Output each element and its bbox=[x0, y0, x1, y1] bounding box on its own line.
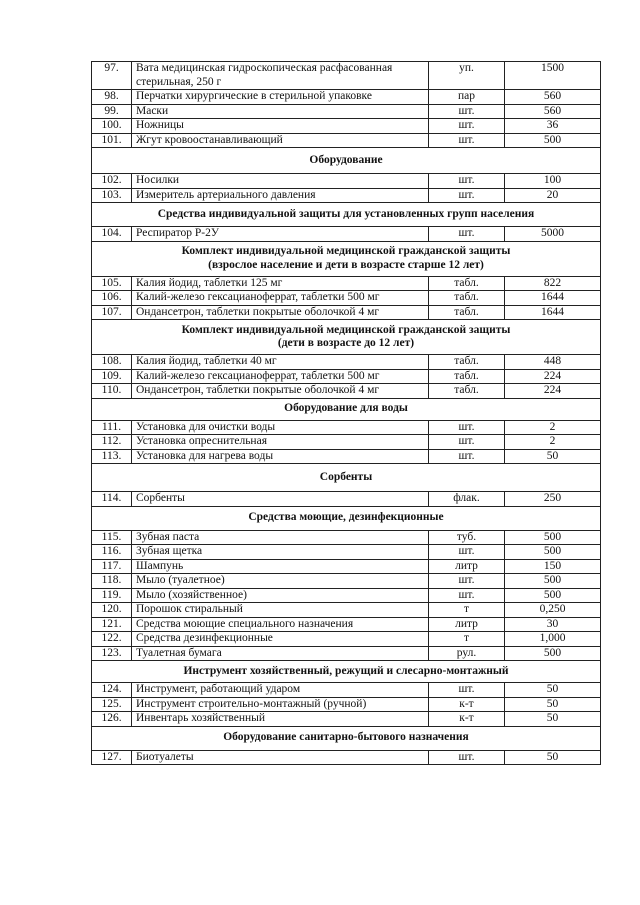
row-number: 119. bbox=[92, 588, 132, 603]
item-name: Установка для нагрева воды bbox=[132, 449, 429, 464]
row-number: 116. bbox=[92, 545, 132, 560]
row-number: 126. bbox=[92, 712, 132, 727]
item-quantity: 50 bbox=[505, 683, 601, 698]
table-row bbox=[92, 632, 601, 647]
row-number: 97. bbox=[92, 62, 132, 90]
section-header-row bbox=[92, 320, 601, 355]
section-title-cell bbox=[92, 241, 601, 276]
item-unit: табл. bbox=[429, 305, 505, 320]
item-quantity: 2 bbox=[505, 420, 601, 435]
item-quantity: 0,250 bbox=[505, 603, 601, 618]
table-row bbox=[92, 133, 601, 148]
item-quantity: 150 bbox=[505, 559, 601, 574]
item-unit: туб. bbox=[429, 530, 505, 545]
item-name: Зубная паста bbox=[132, 530, 429, 545]
item-quantity: 448 bbox=[505, 355, 601, 370]
item-name: Измеритель артериального давления bbox=[132, 188, 429, 203]
item-name: Ондансетрон, таблетки покрытые оболочкой 4 мг bbox=[132, 305, 429, 320]
item-name: Маски bbox=[132, 104, 429, 119]
table-row bbox=[92, 646, 601, 661]
table-row bbox=[92, 119, 601, 134]
item-quantity: 500 bbox=[505, 588, 601, 603]
item-name: Инвентарь хозяйственный bbox=[132, 712, 429, 727]
row-number: 98. bbox=[92, 90, 132, 105]
item-name: Носилки bbox=[132, 174, 429, 189]
row-number: 103. bbox=[92, 188, 132, 203]
item-unit: уп. bbox=[429, 62, 505, 90]
item-unit: литр bbox=[429, 559, 505, 574]
table-row bbox=[92, 291, 601, 306]
section-title-cell bbox=[92, 506, 601, 530]
section-title-cell bbox=[92, 203, 601, 227]
section-title: Комплект индивидуальной медицинской гражданской защиты bbox=[181, 323, 511, 336]
item-quantity: 250 bbox=[505, 492, 601, 507]
item-name: Установка для очистки воды bbox=[132, 420, 429, 435]
item-quantity: 500 bbox=[505, 133, 601, 148]
item-unit: шт. bbox=[429, 574, 505, 589]
table-row bbox=[92, 104, 601, 119]
item-quantity: 500 bbox=[505, 574, 601, 589]
section-header-row bbox=[92, 506, 601, 530]
table-row bbox=[92, 750, 601, 765]
table-row bbox=[92, 355, 601, 370]
item-unit: шт. bbox=[429, 188, 505, 203]
item-quantity: 36 bbox=[505, 119, 601, 134]
item-name: Калия йодид, таблетки 125 мг bbox=[132, 276, 429, 291]
item-name: Шампунь bbox=[132, 559, 429, 574]
row-number: 112. bbox=[92, 435, 132, 450]
section-title: Комплект индивидуальной медицинской гражданской защиты bbox=[181, 245, 511, 257]
item-unit: флак. bbox=[429, 492, 505, 507]
table-row bbox=[92, 227, 601, 242]
section-subtitle: (дети в возрасте до 12 лет) bbox=[277, 337, 415, 349]
table-row bbox=[92, 530, 601, 545]
row-number: 99. bbox=[92, 104, 132, 119]
item-unit: шт. bbox=[429, 227, 505, 242]
item-unit: к-т bbox=[429, 712, 505, 727]
item-quantity: 500 bbox=[505, 545, 601, 560]
item-quantity: 100 bbox=[505, 174, 601, 189]
item-quantity: 1500 bbox=[505, 62, 601, 90]
item-name: Калия йодид, таблетки 40 мг bbox=[132, 355, 429, 370]
row-number: 101. bbox=[92, 133, 132, 148]
table-row bbox=[92, 603, 601, 618]
item-unit: шт. bbox=[429, 449, 505, 464]
item-unit: табл. bbox=[429, 291, 505, 306]
table-row bbox=[92, 420, 601, 435]
item-quantity: 20 bbox=[505, 188, 601, 203]
section-title: Оборудование для воды bbox=[284, 402, 408, 415]
section-header-row bbox=[92, 661, 601, 683]
section-title: Оборудование bbox=[309, 153, 383, 166]
item-unit: рул. bbox=[429, 646, 505, 661]
item-quantity: 30 bbox=[505, 617, 601, 632]
item-name: Жгут кровоостанавливающий bbox=[132, 133, 429, 148]
section-header-row bbox=[92, 726, 601, 750]
section-subtitle: (взрослое население и дети в возрасте старше 12 лет) bbox=[208, 258, 484, 271]
table-row bbox=[92, 545, 601, 560]
row-number: 106. bbox=[92, 291, 132, 306]
table-row bbox=[92, 712, 601, 727]
item-name: Средства дезинфекционные bbox=[132, 632, 429, 647]
row-number: 100. bbox=[92, 119, 132, 134]
item-quantity: 500 bbox=[505, 646, 601, 661]
table-row bbox=[92, 276, 601, 291]
supplies-table bbox=[91, 61, 601, 765]
item-quantity: 224 bbox=[505, 369, 601, 384]
item-unit: шт. bbox=[429, 420, 505, 435]
item-name: Мыло (хозяйственное) bbox=[132, 588, 429, 603]
item-name: Инструмент, работающий ударом bbox=[132, 683, 429, 698]
table-row bbox=[92, 559, 601, 574]
row-number: 120. bbox=[92, 603, 132, 618]
item-unit: табл. bbox=[429, 355, 505, 370]
row-number: 102. bbox=[92, 174, 132, 189]
section-title-cell bbox=[92, 320, 601, 355]
table-row bbox=[92, 188, 601, 203]
item-quantity: 822 bbox=[505, 276, 601, 291]
table-row bbox=[92, 305, 601, 320]
item-name: Порошок стиральный bbox=[132, 603, 429, 618]
section-title-cell bbox=[92, 726, 601, 750]
item-name: Мыло (туалетное) bbox=[132, 574, 429, 589]
row-number: 123. bbox=[92, 646, 132, 661]
item-quantity: 50 bbox=[505, 712, 601, 727]
section-header-row bbox=[92, 148, 601, 174]
item-name: Ножницы bbox=[132, 119, 429, 134]
item-quantity: 560 bbox=[505, 90, 601, 105]
table-row bbox=[92, 90, 601, 105]
section-title-cell bbox=[92, 398, 601, 420]
row-number: 125. bbox=[92, 697, 132, 712]
item-name: Перчатки хирургические в стерильной упаковке bbox=[132, 90, 429, 105]
item-name: Респиратор Р-2У bbox=[132, 227, 429, 242]
item-unit: табл. bbox=[429, 369, 505, 384]
table-row bbox=[92, 449, 601, 464]
item-name: Зубная щетка bbox=[132, 545, 429, 560]
row-number: 115. bbox=[92, 530, 132, 545]
table-row bbox=[92, 617, 601, 632]
item-name: Установка опреснительная bbox=[132, 435, 429, 450]
row-number: 111. bbox=[92, 420, 132, 435]
supplies-table-body bbox=[92, 62, 601, 765]
table-row bbox=[92, 174, 601, 189]
section-header-row bbox=[92, 203, 601, 227]
item-name: Средства моющие специального назначения bbox=[132, 617, 429, 632]
section-title: Оборудование санитарно-бытового назначения bbox=[223, 731, 469, 744]
item-unit: шт. bbox=[429, 588, 505, 603]
section-header-row bbox=[92, 398, 601, 420]
row-number: 108. bbox=[92, 355, 132, 370]
item-name: Ондансетрон, таблетки покрытые оболочкой 4 мг bbox=[132, 384, 429, 399]
row-number: 114. bbox=[92, 492, 132, 507]
table-row bbox=[92, 588, 601, 603]
item-quantity: 1644 bbox=[505, 291, 601, 306]
section-title: Средства индивидуальной защиты для установленных групп населения bbox=[157, 207, 535, 220]
item-name: Биотуалеты bbox=[132, 750, 429, 765]
table-row bbox=[92, 574, 601, 589]
section-header-row bbox=[92, 241, 601, 276]
item-quantity: 1644 bbox=[505, 305, 601, 320]
row-number: 107. bbox=[92, 305, 132, 320]
section-title-cell bbox=[92, 661, 601, 683]
section-title-cell bbox=[92, 464, 601, 492]
item-unit: шт. bbox=[429, 174, 505, 189]
row-number: 105. bbox=[92, 276, 132, 291]
section-title-cell bbox=[92, 148, 601, 174]
item-unit: т bbox=[429, 632, 505, 647]
item-name: Инструмент строительно-монтажный (ручной) bbox=[132, 697, 429, 712]
table-row bbox=[92, 62, 601, 90]
item-quantity: 1,000 bbox=[505, 632, 601, 647]
item-unit: табл. bbox=[429, 276, 505, 291]
item-unit: шт. bbox=[429, 750, 505, 765]
item-quantity: 50 bbox=[505, 750, 601, 765]
item-quantity: 5000 bbox=[505, 227, 601, 242]
section-title: Инструмент хозяйственный, режущий и слесарно-монтажный bbox=[183, 664, 509, 677]
item-unit: т bbox=[429, 603, 505, 618]
item-unit: пар bbox=[429, 90, 505, 105]
item-unit: табл. bbox=[429, 384, 505, 399]
item-unit: шт. bbox=[429, 545, 505, 560]
item-name: Калий-железо гексацианоферрат, таблетки 500 мг bbox=[132, 291, 429, 306]
item-name: Сорбенты bbox=[132, 492, 429, 507]
row-number: 104. bbox=[92, 227, 132, 242]
table-row bbox=[92, 492, 601, 507]
row-number: 117. bbox=[92, 559, 132, 574]
table-row bbox=[92, 435, 601, 450]
section-header-row bbox=[92, 464, 601, 492]
row-number: 127. bbox=[92, 750, 132, 765]
item-quantity: 50 bbox=[505, 449, 601, 464]
item-unit: шт. bbox=[429, 435, 505, 450]
item-quantity: 560 bbox=[505, 104, 601, 119]
section-title: Сорбенты bbox=[319, 470, 373, 483]
table-row bbox=[92, 683, 601, 698]
item-quantity: 224 bbox=[505, 384, 601, 399]
item-name: Туалетная бумага bbox=[132, 646, 429, 661]
item-unit: шт. bbox=[429, 119, 505, 134]
item-quantity: 500 bbox=[505, 530, 601, 545]
section-title: Средства моющие, дезинфекционные bbox=[248, 511, 444, 524]
table-row bbox=[92, 384, 601, 399]
item-unit: шт. bbox=[429, 683, 505, 698]
row-number: 113. bbox=[92, 449, 132, 464]
table-row bbox=[92, 369, 601, 384]
item-name: Калий-железо гексацианоферрат, таблетки 500 мг bbox=[132, 369, 429, 384]
item-quantity: 50 bbox=[505, 697, 601, 712]
item-unit: литр bbox=[429, 617, 505, 632]
item-unit: шт. bbox=[429, 133, 505, 148]
row-number: 109. bbox=[92, 369, 132, 384]
row-number: 110. bbox=[92, 384, 132, 399]
item-name: Вата медицинская гидроскопическая расфасованная стерильная, 250 г bbox=[132, 62, 429, 90]
row-number: 118. bbox=[92, 574, 132, 589]
row-number: 122. bbox=[92, 632, 132, 647]
table-row bbox=[92, 697, 601, 712]
item-unit: шт. bbox=[429, 104, 505, 119]
item-quantity: 2 bbox=[505, 435, 601, 450]
item-unit: к-т bbox=[429, 697, 505, 712]
row-number: 124. bbox=[92, 683, 132, 698]
row-number: 121. bbox=[92, 617, 132, 632]
